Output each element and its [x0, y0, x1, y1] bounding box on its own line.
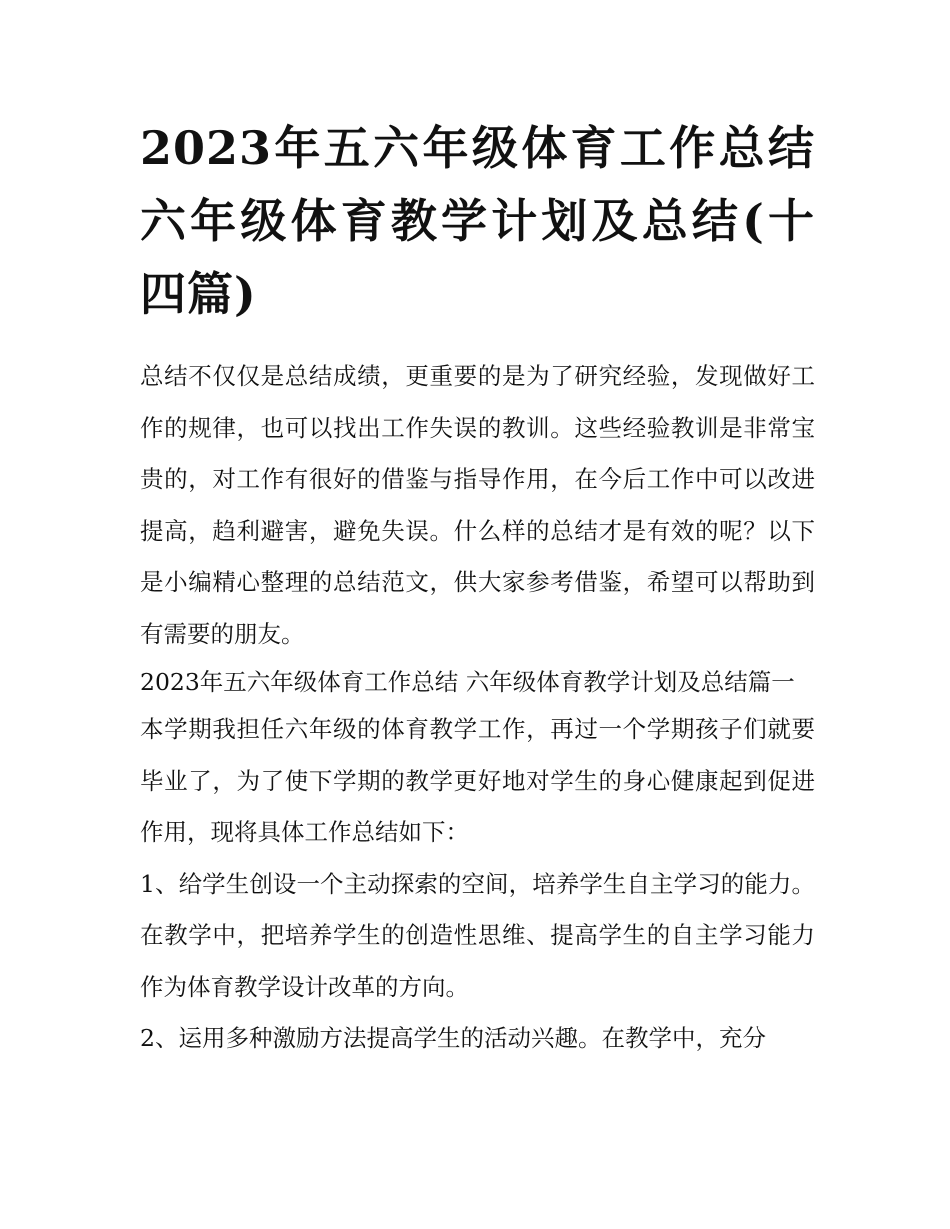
body-paragraph-3: 2、运用多种激励方法提高学生的活动兴趣。在教学中，充分 — [140, 1024, 766, 1052]
body-paragraph-2: 1、给学生创设一个主动探索的空间，培养学生自主学习的能力。在教学中，把培养学生的创造性思维、提高学生的自主学习能力作为体育教学设计改革的方向。 — [140, 869, 815, 1001]
body-paragraph-1: 本学期我担任六年级的体育教学工作，再过一个学期孩子们就要毕业了，为了使下学期的教学更好地对学生的身心健康起到促进作用，现将具体工作总结如下： — [140, 715, 815, 846]
document-page — [140, 112, 815, 1065]
section-heading: 2023年五六年级体育工作总结 六年级体育教学计划及总结篇一 — [140, 668, 795, 696]
intro-paragraph: 总结不仅仅是总结成绩，更重要的是为了研究经验，发现做好工作的规律，也可以找出工作失误的教训。这些经验教训是非常宝贵的，对工作有很好的借鉴与指导作用，在今后工作中可以改进提高，趋利避害，避免失误。什么样的总结才是有效的呢？以下是小编精心整理的总结范文，供大家参考借鉴，希望可以帮助到有需要的朋友。 — [140, 362, 815, 648]
document-title: 2023年五六年级体育工作总结 六年级体育教学计划及总结(十四篇) — [140, 121, 815, 321]
title-spacer — [140, 331, 815, 351]
